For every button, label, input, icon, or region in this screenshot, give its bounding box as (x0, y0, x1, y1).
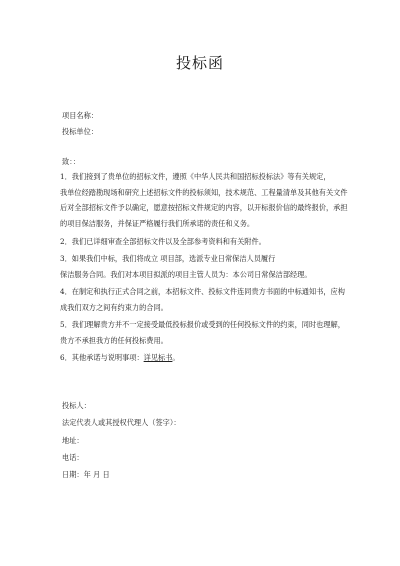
paragraph-line: 4．在制定和执行正式合同之前，本招标文件、投标文件连同贵方书面的中标通知书，应构 (60, 287, 345, 296)
project-name-field: 项目名称： (62, 111, 98, 120)
item6-line (60, 353, 346, 362)
paragraph-line: 贵方不承担我方的任何投标费用。 (60, 336, 168, 345)
paragraph-line: 我单位经踏勘现场和研究上述招标文件的投标须知，技术规范、工程量清单及其他有关文件 (60, 188, 348, 197)
phone-field: 电话： (62, 453, 84, 462)
paragraph-line: 1．我们接到了贵单位的招标文件，遵照《中华人民共和国招标投标法》等有关规定， (60, 172, 331, 181)
item6-suffix: 。 (172, 353, 180, 362)
paragraph-line: 后对全部招标文件予以确定，愿意按招标文件规定的内容，以开标报价信的最终报价，承担 (60, 203, 348, 212)
bidder-field: 投标人： (62, 401, 91, 410)
paragraph-line: 5．我们理解贵方并不一定接受最低投标报价或受到的任何投标文件的约束，同时也理解， (60, 320, 345, 329)
bidder-unit-field: 投标单位： (62, 127, 98, 136)
item6-label: 6．其他承诺与说明事项： (60, 353, 144, 362)
paragraph-line: 的项目保洁服务，并保证严格履行我们所承诺的责任和义务。 (60, 219, 255, 228)
paragraph-line: 成我们双方之间有约束力的合同。 (60, 303, 168, 312)
see-bid-document-text: 详见标书 (143, 353, 173, 362)
document-title: 投标函 (175, 54, 224, 72)
paragraph-line: 3．如果我们中标，我们将成立 项目部，选派专业日常保洁人员履行 (60, 254, 276, 263)
paragraph-line: 保洁服务合同。我们对本项目拟派的项目主管人员为：本公司日常保洁部经理。 (60, 270, 312, 279)
salutation: 致：： (62, 157, 80, 166)
legal-representative-field: 法定代表人或其授权代理人（签字）： (62, 418, 181, 427)
date-field: 日期：年 月 日 (62, 470, 110, 479)
address-field: 地址： (62, 436, 84, 445)
paragraph-line: 2．我们已详细审查全部招标文件以及全部参考资料和有关附件。 (60, 237, 266, 246)
